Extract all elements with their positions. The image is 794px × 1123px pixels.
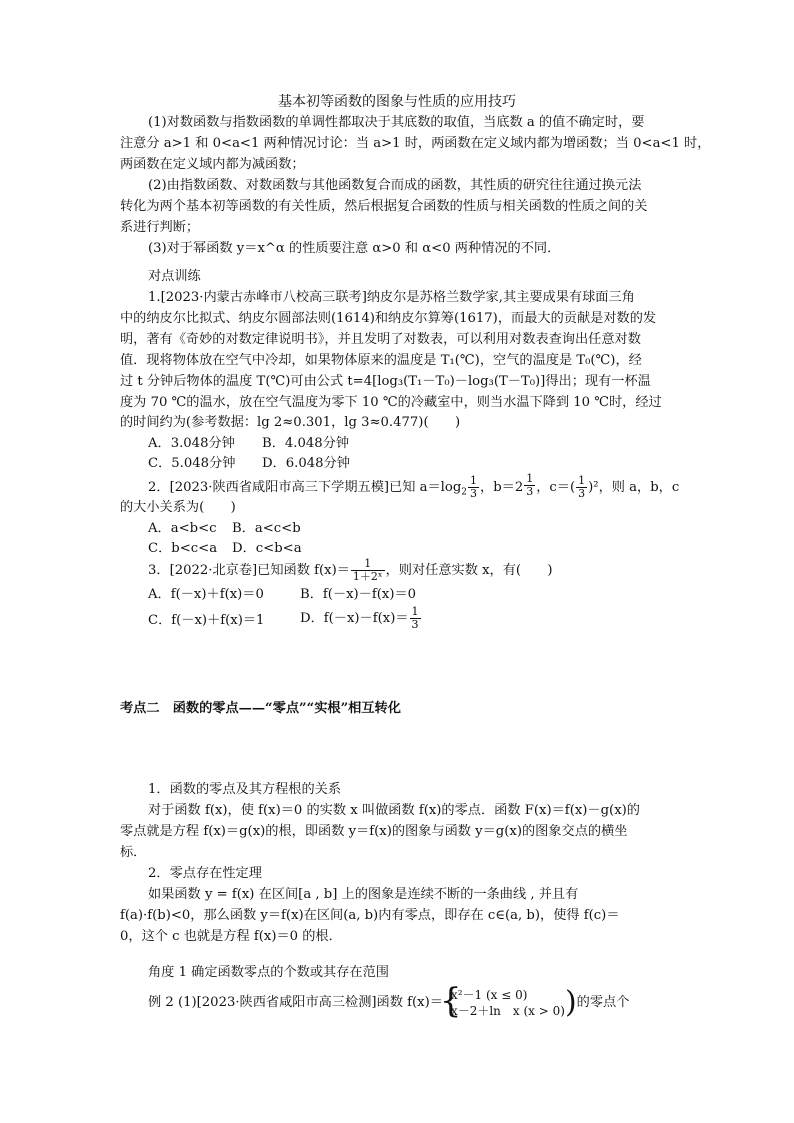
q3-option-c: C．f(－x)＋f(x)＝1 (148, 613, 265, 628)
q2-line-2: 的大小关系为( ) (120, 500, 236, 515)
q1-option-c: C．5.048分钟 (148, 456, 236, 471)
q3-option-a: A．f(－x)＋f(x)＝0 (148, 587, 264, 602)
tip-line-1: (1)对数函数与指数函数的单调性都取决于其底数的取值，当底数 a 的值不确定时，要 (148, 115, 645, 130)
knowledge-line-6: 如果函数 y = f(x) 在区间[a , b] 上的图象是连续不断的一条曲线 , 并且有 (148, 887, 579, 902)
q1-line-1: 1.[2023·内蒙古赤峰市八校高三联考]纳皮尔是苏格兰数学家,其主要成果有球面三角 (148, 290, 635, 305)
tip-line-4: (2)由指数函数、对数函数与其他函数复合而成的函数，其性质的研究往往通过换元法 (148, 178, 642, 193)
q2-fraction-a: $\frac{1}{3}$ (470, 474, 478, 500)
knowledge-line-5: 2．零点存在性定理 (148, 866, 262, 881)
q2-fraction-b: $\frac{1}{3}$ (526, 472, 534, 498)
q1-option-d: D．6.048分钟 (262, 456, 350, 471)
piecewise-function: { x²－1 (x ≤ 0) x－2＋ln x (x > 0) (443, 987, 565, 1019)
q3-line-1: 3．[2022·北京卷]已知函数 f(x)＝ $\frac{1}{\text{1＋2ˣ}}$ ，则对任意实数 x，有( ) (148, 557, 553, 583)
q3-fraction: $\frac{1}{\text{1＋2ˣ}}$ (352, 557, 383, 583)
closing-paren: ) (564, 984, 577, 1020)
q1-line-5: 过 t 分钟后物体的温度 T(℃)可由公式 t=4[log₃(T₁－T₀)－log₃(T－T₀)]得出；现有一杯温 (120, 374, 651, 389)
tip-line-2: 注意分 a>1 和 0<a<1 两种情况讨论：当 a>1 时，两函数在定义域内都为增函数；当 0<a<1 时， (120, 136, 711, 151)
q2-fraction-c: $\frac{1}{3}$ (578, 474, 586, 500)
q2-log-base: 2 (461, 487, 468, 498)
training-heading: 对点训练 (148, 269, 201, 284)
q1-line-4: 值．现将物体放在空气中冷却，如果物体原来的温度是 T₁(℃)，空气的温度是 T₀(℃)，经 (120, 353, 642, 368)
tip-line-6: 系进行判断； (120, 220, 200, 235)
q3-option-b: B．f(－x)－f(x)＝0 (300, 587, 417, 602)
q1-line-6: 度为 70 ℃的温水，放在空气温度为零下 10 ℃的冷藏室中，则当水温下降到 10 ℃时，经过 (120, 395, 662, 410)
q3-option-d-fraction: $\frac{1}{3}$ (411, 605, 419, 631)
q2-option-d: D．c<b<a (232, 541, 302, 556)
tip-line-7: (3)对于幂函数 y＝x^α 的性质要注意 α>0 和 α<0 两种情况的不同． (148, 241, 561, 256)
q2-option-b: B．a<c<b (232, 521, 301, 536)
q2-line-1: 2．[2023·陕西省咸阳市高三下学期五模]已知 $a=\log_2$ $\frac{1}{3}$ ，b＝2 $\frac{1}{3}$ ，c＝( $\frac{1}{3}$ )²，则 a，b，c (148, 472, 680, 500)
q1-line-7: 的时间约为(参考数据：lg 2≈0.301，lg 3≈0.477)( ) (120, 415, 461, 430)
tip-line-3: 两函数在定义域内都为减函数； (120, 157, 305, 172)
angle-heading: 角度 1 确定函数零点的个数或其存在范围 (148, 965, 389, 980)
knowledge-line-1: 1．函数的零点及其方程根的关系 (148, 782, 342, 797)
q1-option-a: A．3.048分钟 (148, 436, 235, 451)
page-title: 基本初等函数的图象与性质的应用技巧 (278, 94, 516, 110)
section-heading: 考点二 函数的零点——“零点”“实根”相互转化 (120, 701, 401, 716)
tip-line-5: 转化为两个基本初等函数的有关性质，然后根据复合函数的性质与相关函数的性质之间的关 (120, 199, 648, 214)
q1-line-3: 明，著有《奇妙的对数定律说明书》，并且发明了对数表，可以利用对数表查询出任意对数 (120, 332, 641, 347)
q2-option-c: C．b<c<a (148, 541, 218, 556)
q2-option-a: A．a<b<c (148, 521, 217, 536)
q1-option-b: B．4.048分钟 (262, 436, 350, 451)
q1-line-2: 中的纳皮尔比拟式、纳皮尔圆部法则(1614)和纳皮尔算筹(1617)，而最大的贡献是对数的发 (120, 311, 657, 326)
knowledge-line-3: 零点就是方程 f(x)＝g(x)的根，即函数 y＝f(x)的图象与函数 y＝g(x)的图象交点的横坐 (120, 824, 628, 839)
knowledge-line-7: f(a)·f(b)<0，那么函数 y＝f(x)在区间(a, b)内有零点，即存在 c∈(a, b)，使得 f(c)＝ (120, 908, 620, 923)
example-2-line: 例 2 (1)[2023·陕西省咸阳市高三检测]函数 f(x)＝ { x²－1 (x ≤ 0) x－2＋ln x (x > 0) )的零点个 (148, 984, 629, 1022)
knowledge-line-2: 对于函数 f(x)，使 f(x)＝0 的实数 x 叫做函数 f(x)的零点．函数 F(x)＝f(x)－g(x)的 (148, 803, 640, 818)
q3-option-d-line (300, 604, 422, 634)
knowledge-line-4: 标． (120, 845, 147, 860)
knowledge-line-8: 0，这个 c 也就是方程 f(x)＝0 的根． (120, 929, 342, 944)
q3-option-d: D．f(－x)－f(x)＝ (300, 611, 409, 626)
